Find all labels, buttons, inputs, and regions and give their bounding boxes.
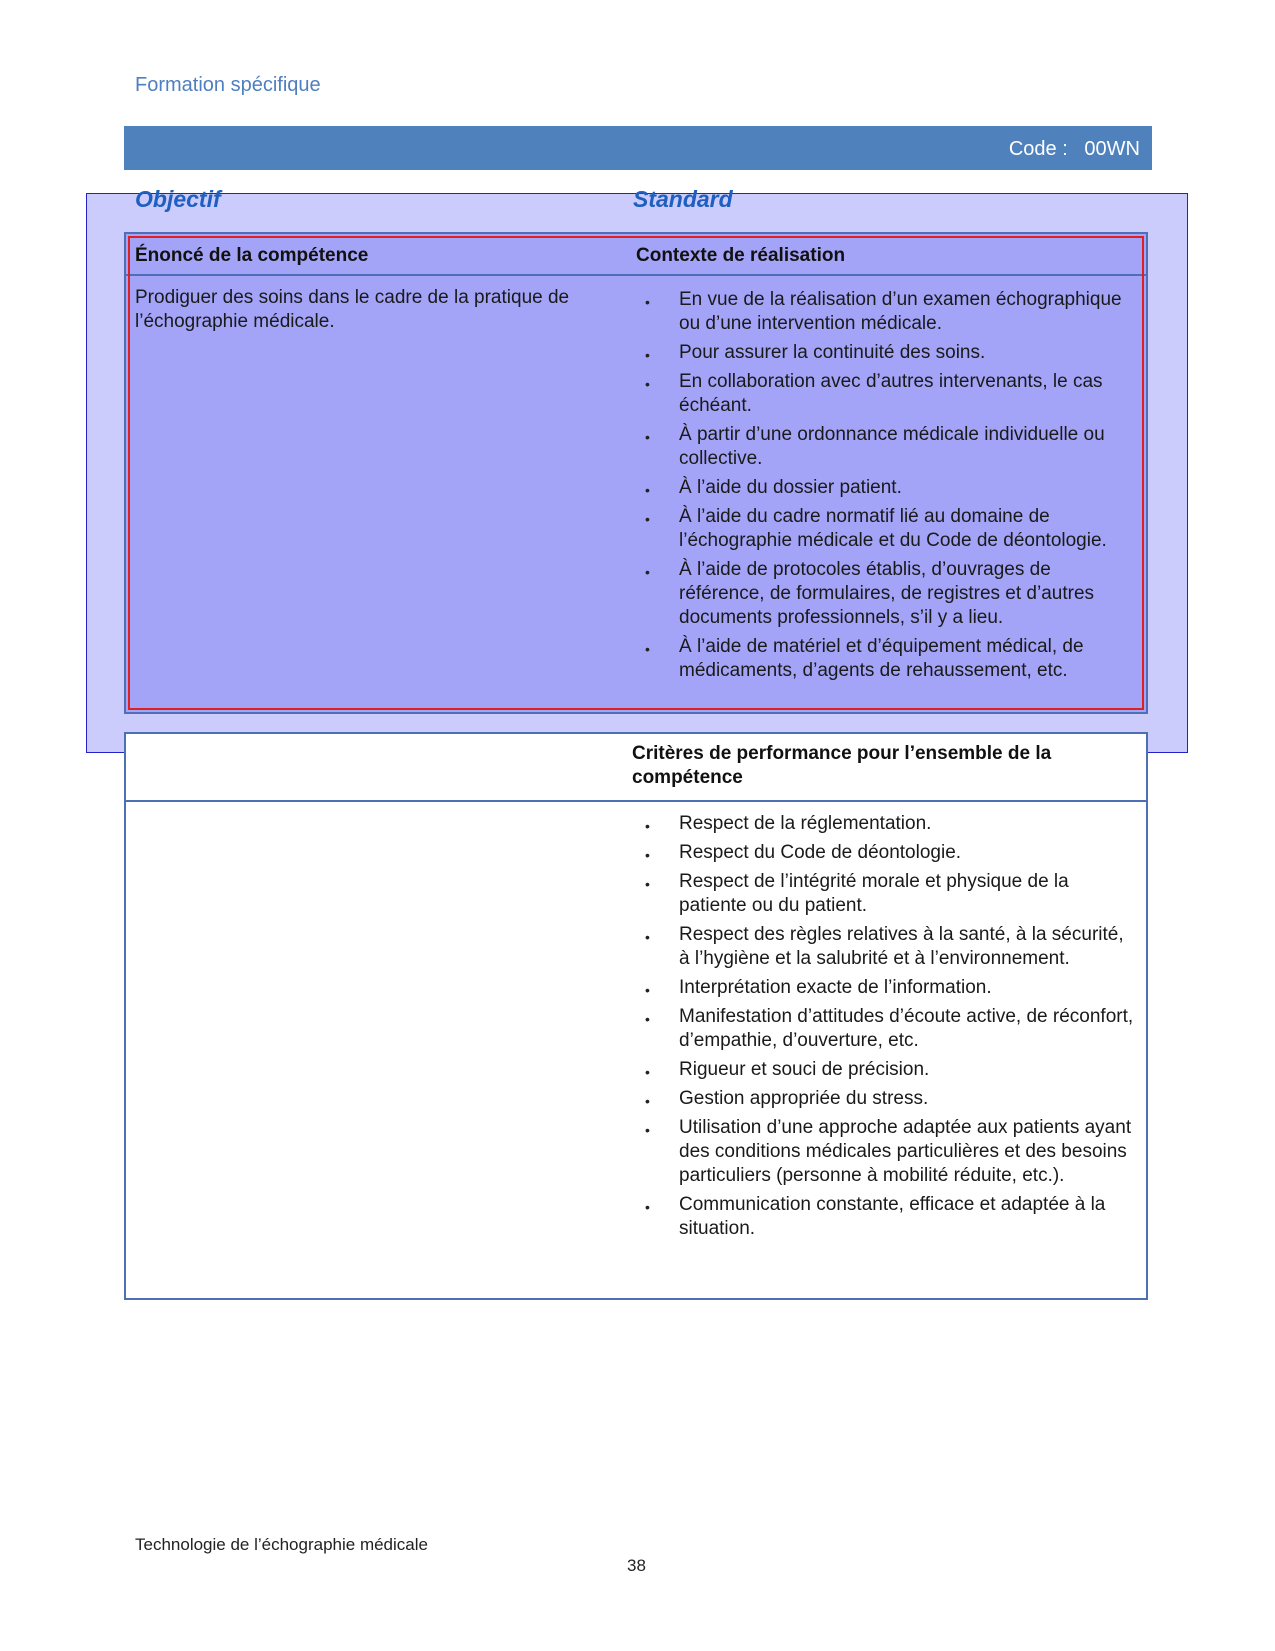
bullet-icon: •	[645, 1011, 650, 1027]
context-item	[643, 476, 1135, 500]
bullet-icon: •	[645, 1199, 650, 1215]
context-item	[643, 341, 1135, 365]
criteria-item	[643, 1116, 1135, 1188]
context-item-text: À l’aide de matériel et d’équipement médical, de médicaments, d’agents de rehaussement, etc.	[679, 636, 1084, 681]
criteria-item-text: Gestion appropriée du stress.	[679, 1088, 929, 1109]
context-item	[643, 635, 1135, 683]
bullet-icon: •	[645, 429, 650, 445]
context-item	[643, 505, 1135, 553]
criteria-item-text: Communication constante, efficace et adaptée à la situation.	[679, 1194, 1106, 1239]
criteria-item-text: Respect de la réglementation.	[679, 813, 932, 834]
statement-column-header: Énoncé de la compétence	[135, 245, 369, 266]
context-item-text: Pour assurer la continuité des soins.	[679, 342, 986, 363]
header-divider	[126, 800, 1146, 802]
context-item	[643, 370, 1135, 418]
competency-code: Code : 00WN	[1008, 138, 1140, 160]
context-item	[643, 423, 1135, 471]
criteria-item	[643, 812, 1135, 836]
context-item-text: En collaboration avec d’autres intervenants, le cas échéant.	[679, 371, 1103, 416]
criteria-item	[643, 1005, 1135, 1053]
context-column-header: Contexte de réalisation	[636, 245, 846, 266]
context-list	[643, 288, 1135, 688]
bullet-icon: •	[645, 1064, 650, 1080]
bullet-icon: •	[645, 876, 650, 892]
criteria-list	[643, 812, 1135, 1246]
criteria-item	[643, 870, 1135, 918]
criteria-item-text: Utilisation d’une approche adaptée aux patients ayant des conditions médicales particulières et des besoins particuliers (personne à mobilité réduite, etc.).	[679, 1117, 1132, 1186]
criteria-item-text: Respect de l’intégrité morale et physique de la patiente ou du patient.	[679, 871, 1069, 916]
criteria-item-text: Respect du Code de déontologie.	[679, 842, 962, 863]
context-item-text: À l’aide du dossier patient.	[679, 477, 902, 498]
bullet-icon: •	[645, 818, 650, 834]
document-header-title: Formation spécifique	[135, 74, 321, 96]
criteria-item	[643, 841, 1135, 865]
criteria-item-text: Manifestation d’attitudes d’écoute active, de réconfort, d’empathie, d’ouverture, etc.	[679, 1006, 1134, 1051]
context-item-text: En vue de la réalisation d’un examen échographique ou d’une intervention médicale.	[679, 289, 1122, 334]
context-item-text: À l’aide du cadre normatif lié au domaine de l’échographie médicale et du Code de déontologie.	[679, 506, 1107, 551]
criteria-item-text: Rigueur et souci de précision.	[679, 1059, 930, 1080]
criteria-item	[643, 1058, 1135, 1082]
bullet-icon: •	[645, 564, 650, 580]
section-standard-title: Standard	[633, 186, 733, 212]
bullet-icon: •	[645, 376, 650, 392]
criteria-item-text: Interprétation exacte de l’information.	[679, 977, 992, 998]
criteria-column-header: Critères de performance pour l’ensemble de la compétence	[632, 743, 1052, 788]
bullet-icon: •	[645, 982, 650, 998]
bullet-icon: •	[645, 294, 650, 310]
bullet-icon: •	[645, 929, 650, 945]
bullet-icon: •	[645, 482, 650, 498]
criteria-item	[643, 923, 1135, 971]
bullet-icon: •	[645, 1093, 650, 1109]
bullet-icon: •	[645, 847, 650, 863]
context-item-text: À partir d’une ordonnance médicale individuelle ou collective.	[679, 424, 1105, 469]
context-item-text: À l’aide de protocoles établis, d’ouvrages de référence, de formulaires, de registres et d’autres documents professionnels, s’il y a lieu.	[679, 559, 1095, 628]
bullet-icon: •	[645, 511, 650, 527]
code-band	[124, 126, 1152, 170]
criteria-item	[643, 1087, 1135, 1111]
bullet-icon: •	[645, 1122, 650, 1138]
criteria-item	[643, 1193, 1135, 1241]
context-item	[643, 558, 1135, 630]
section-objective-title: Objectif	[135, 186, 221, 212]
bullet-icon: •	[645, 641, 650, 657]
competency-statement: Prodiguer des soins dans le cadre de la pratique de l’échographie médicale.	[135, 287, 570, 332]
footer-program-name: Technologie de l’échographie médicale	[135, 1535, 428, 1554]
criteria-item-text: Respect des règles relatives à la santé, à la sécurité, à l’hygiène et la salubrité et à l’environnement.	[679, 924, 1124, 969]
page-number: 38	[627, 1556, 646, 1575]
context-item	[643, 288, 1135, 336]
criteria-item	[643, 976, 1135, 1000]
bullet-icon: •	[645, 347, 650, 363]
